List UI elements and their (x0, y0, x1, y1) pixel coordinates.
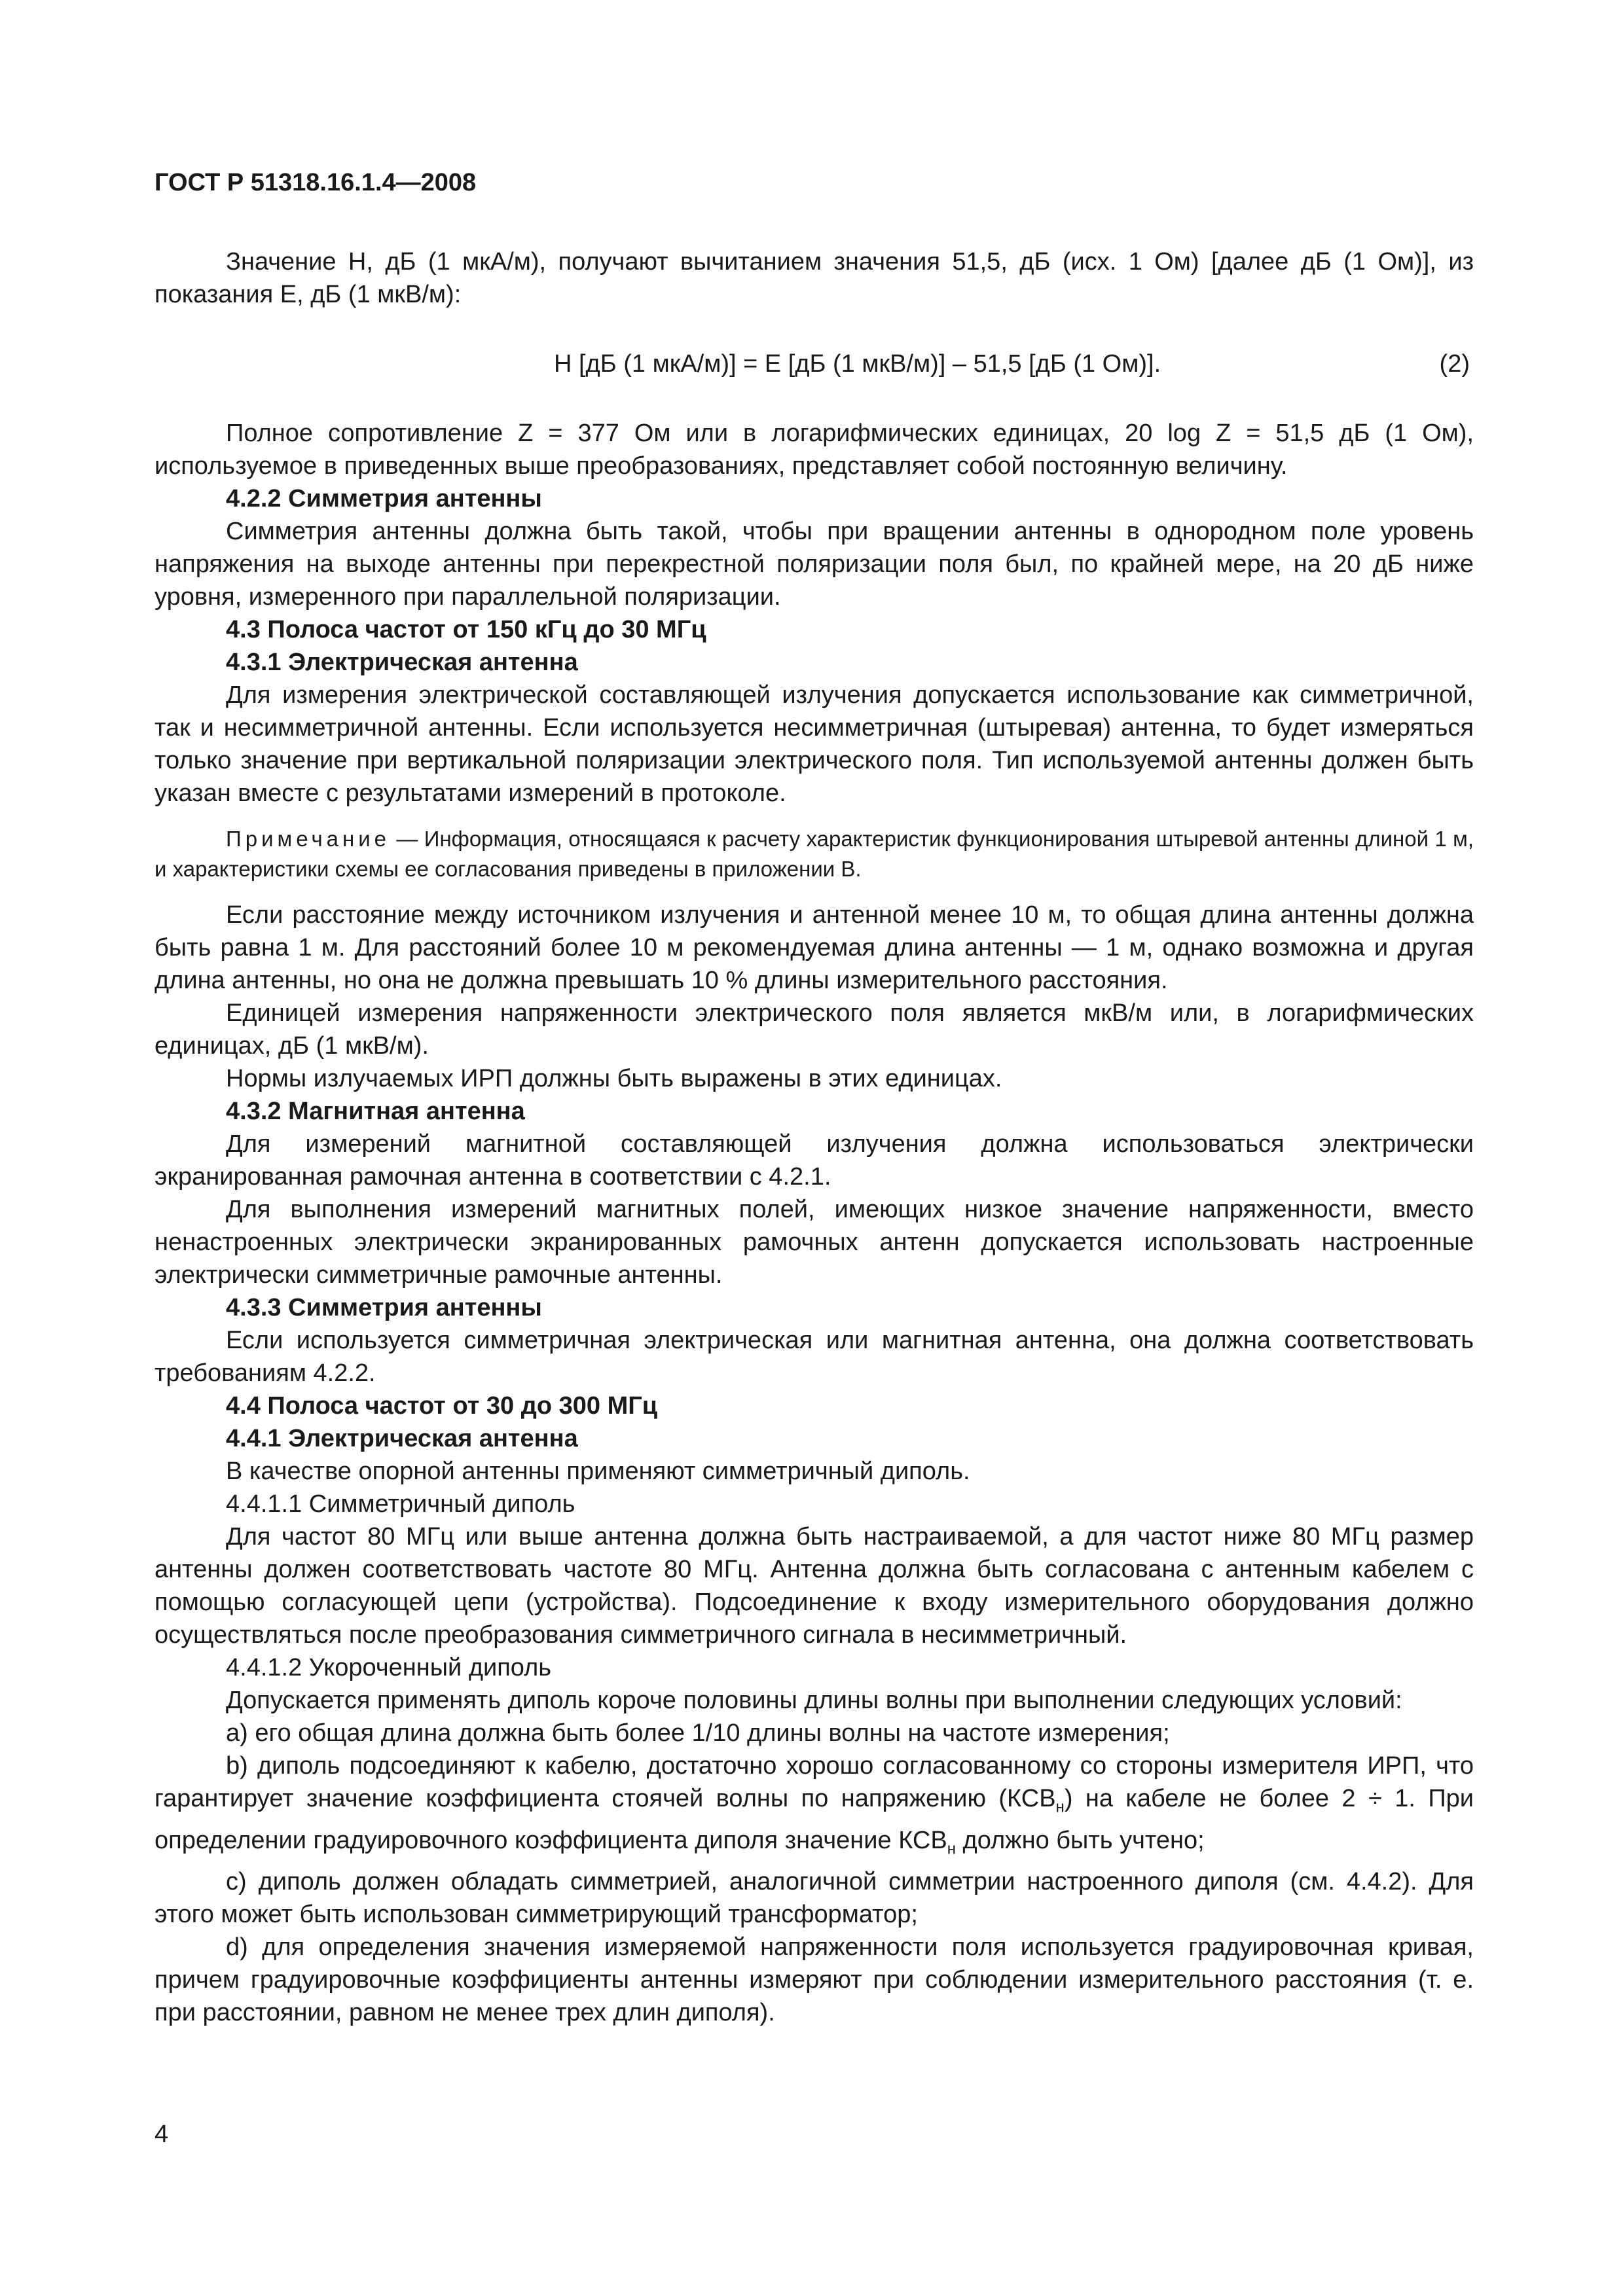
paragraph: Нормы излучаемых ИРП должны быть выражены в этих единицах. (226, 1065, 1002, 1092)
list-item: b) диполь подсоединяют к кабелю, достаточно хорошо согласованному со стороны измерителя ИРП, что гарантирует значение коэффициента стоячей волны по напряжению $(КСВ_н)$ на кабеле не более 2 ÷ 1. При определении градуировочного коэффициента диполя значение $КСВ_н$ должно быть учтено; (155, 1752, 1474, 1858)
page-body (155, 245, 1474, 2029)
section-heading: 4.3.3 Симметрия антенны (226, 1294, 542, 1321)
note-text: — Информация, относящаяся к расчету характеристик функционирования штыревой антенны длиной 1 м, и характеристики схемы ее согласования приведены в приложении В. (155, 827, 1474, 881)
section-heading: 4.2.2 Симметрия антенны (226, 485, 542, 512)
paragraph: Полное сопротивление Z = 377 Ом или в логарифмических единицах, 20 log Z = 51,5 дБ (1 Ом), используемое в приведенных выше преобразованиях, представляет собой постоянную величину. (155, 420, 1474, 480)
section-heading: 4.4 Полоса частот от 30 до 300 МГц (226, 1392, 658, 1420)
paragraph: Для измерения электрической составляющей излучения допускается использование как симметричной, так и несимметричной антенны. Если используется несимметричная (штыревая) антенна, то будет измеряться только значение при вертикальной поляризации электрического поля. Тип используемой антенны должен быть указан вместе с результатами измерений в протоколе. (155, 681, 1474, 807)
page-number: 4 (155, 2121, 169, 2148)
section-heading: 4.4.1 Электрическая антенна (226, 1425, 578, 1452)
paragraph: В качестве опорной антенны применяют симметричный диполь. (226, 1458, 970, 1485)
document-header: ГОСТ Р 51318.16.1.4—2008 (155, 169, 477, 196)
section-heading: 4.3 Полоса частот от 150 кГц до 30 МГц (226, 616, 706, 643)
paragraph: Для частот 80 МГц или выше антенна должна быть настраиваемой, а для частот ниже 80 МГц размер антенны должен соответствовать частоте 80 МГц. Антенна должна быть согласована с антенным кабелем с помощью согласующей цепи (устройства). Подсоединение к входу измерительного оборудования должно осуществляться после преобразования симметричного сигнала в несимметричный. (155, 1523, 1474, 1649)
formula (155, 348, 1474, 380)
paragraph: Для измерений магнитной составляющей излучения должна использоваться электрически экранированная рамочная антенна в соответствии с 4.2.1. (155, 1130, 1474, 1191)
paragraph: Допускается применять диполь короче половины длины волны при выполнении следующих условий: (226, 1687, 1402, 1714)
paragraph: Значение H, дБ (1 мкА/м), получают вычитанием значения 51,5, дБ (исх. 1 Ом) [далее дБ (1 Ом)], из показания E, дБ (1 мкВ/м): (155, 248, 1474, 308)
paragraph: Если расстояние между источником излучения и антенной менее 10 м, то общая длина антенны должна быть равна 1 м. Для расстояний более 10 м рекомендуемая длина антенны — 1 м, однако возможна и другая длина антенны, но она не должна превышать 10 % длины измерительного расстояния. (155, 901, 1474, 994)
paragraph: Для выполнения измерений магнитных полей, имеющих низкое значение напряженности, вместо ненастроенных электрически экранированных рамочных антенн допускается использовать настроенные электрически симметричные рамочные антенны. (155, 1196, 1474, 1289)
paragraph: Если используется симметричная электрическая или магнитная антенна, она должна соответствовать требованиям 4.2.2. (155, 1327, 1474, 1387)
subsection-title: 4.4.1.2 Укороченный диполь (226, 1654, 552, 1681)
formula-number: (2) (1439, 350, 1470, 378)
list-item: c) диполь должен обладать симметрией, аналогичной симметрии настроенного диполя (см. 4.4.2). Для этого может быть использован симметрирующий трансформатор; (155, 1868, 1474, 1929)
paragraph: Единицей измерения напряженности электрического поля является мкВ/м или, в логарифмических единицах, дБ (1 мкВ/м). (155, 999, 1474, 1060)
paragraph: Симметрия антенны должна быть такой, чтобы при вращении антенны в однородном поле уровень напряжения на выходе антенны при перекрестной поляризации поля был, по крайней мере, на 20 дБ ниже уровня, измеренного при параллельной поляризации. (155, 518, 1474, 611)
list-item: d) для определения значения измеряемой напряженности поля используется градуировочная кривая, причем градуировочные коэффициенты антенны измеряют при соблюдении измерительного расстояния (т. е. при расстоянии, равном не менее трех длин диполя). (155, 1933, 1474, 2027)
note (155, 824, 1474, 884)
section-heading: 4.3.2 Магнитная антенна (226, 1098, 525, 1125)
formula-expression: H [дБ (1 мкА/м)] = E [дБ (1 мкВ/м)] – 51,5 [дБ (1 Ом)]. (554, 350, 1161, 378)
list-item: a) его общая длина должна быть более 1/10 длины волны на частоте измерения; (226, 1719, 1170, 1747)
section-heading: 4.3.1 Электрическая антенна (226, 649, 578, 676)
subsection-title: 4.4.1.1 Симметричный диполь (226, 1490, 575, 1518)
note-label: Примечание (226, 827, 391, 851)
